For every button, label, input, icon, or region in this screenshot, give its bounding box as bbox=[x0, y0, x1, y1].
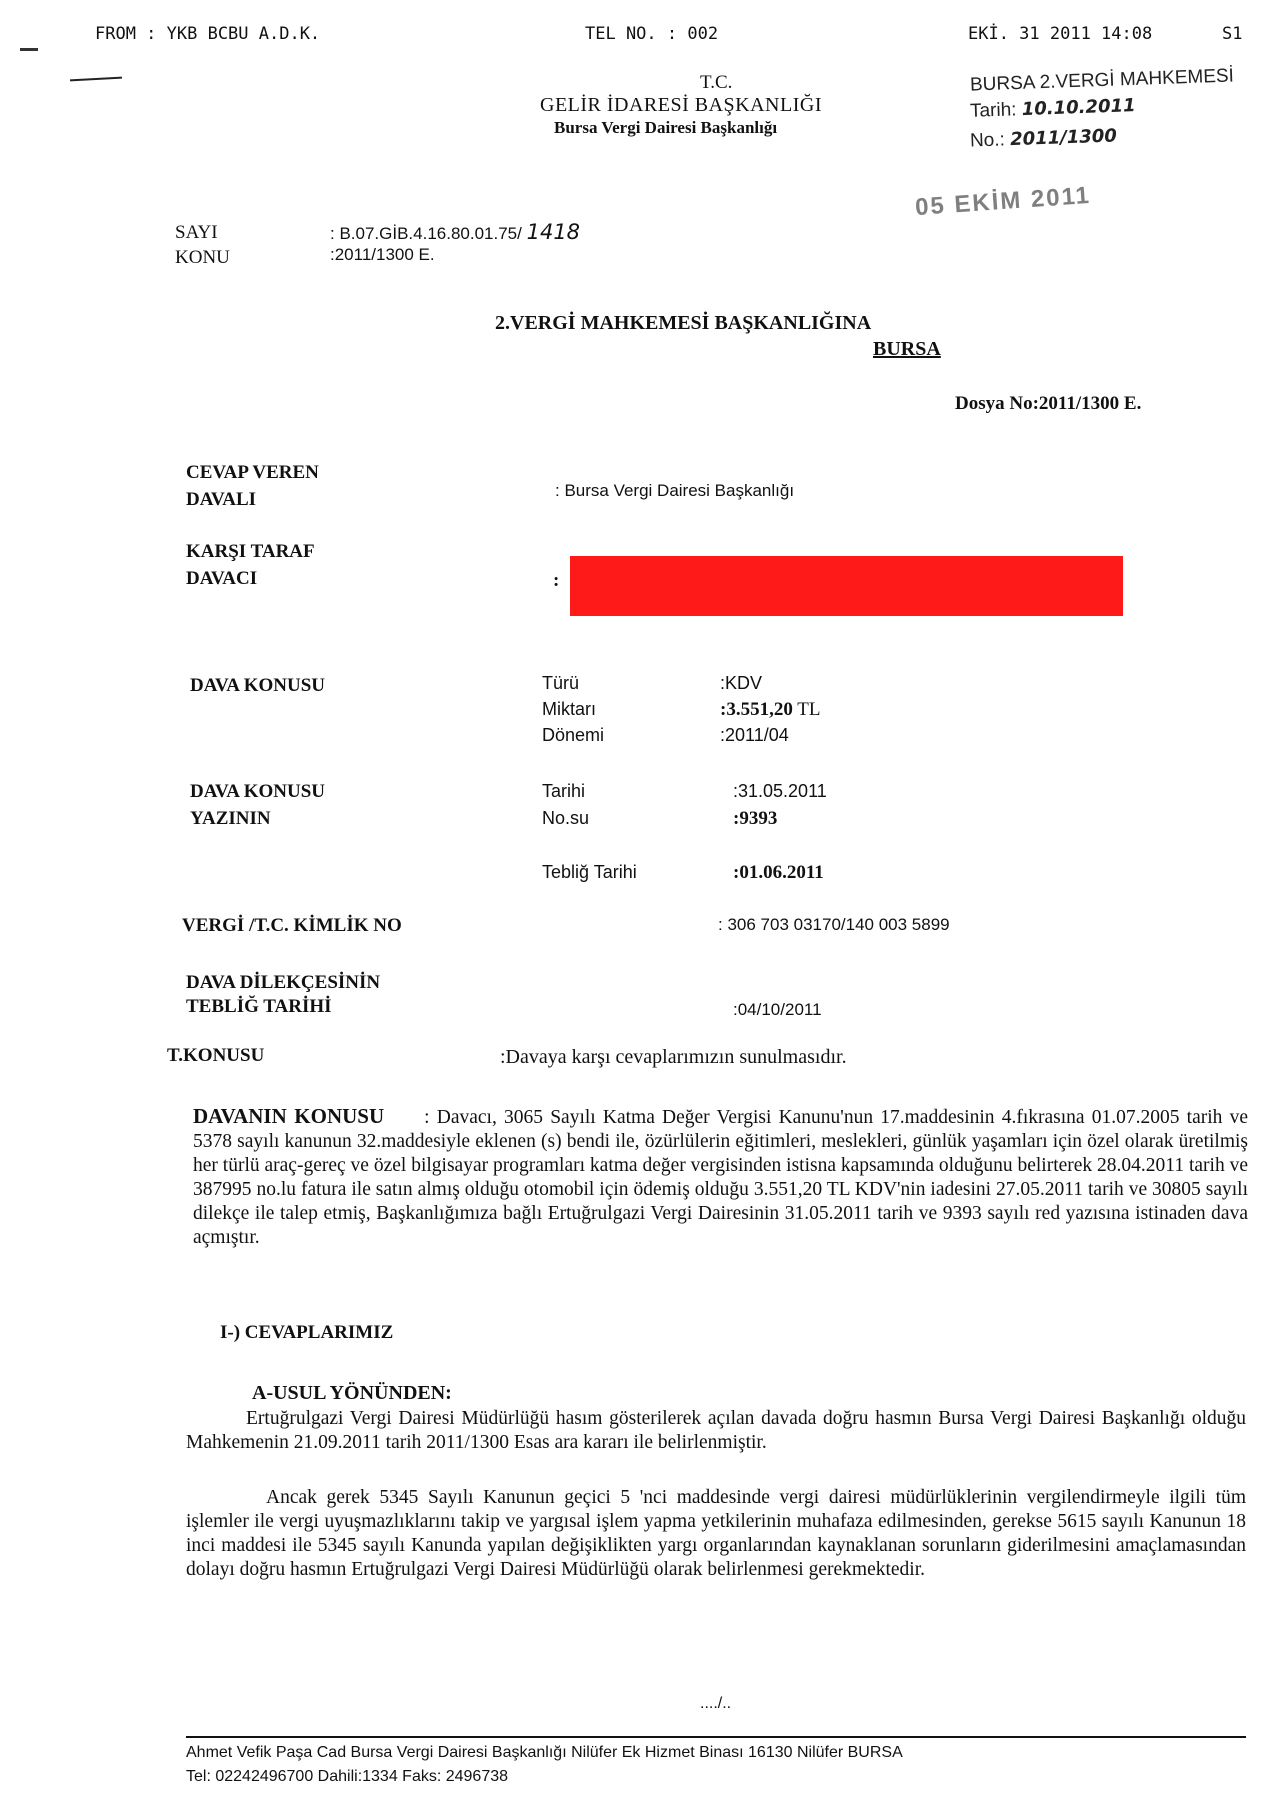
respondent-label-1: CEVAP VEREN bbox=[186, 462, 319, 483]
letter-no-label: No.su bbox=[542, 808, 590, 828]
case-amount-unit: TL bbox=[797, 699, 821, 720]
letter-date-value: :31.05.2011 bbox=[733, 781, 827, 801]
pen-stroke bbox=[70, 77, 122, 82]
topic-label: T.KONUSU bbox=[167, 1045, 265, 1066]
petition-label-2: TEBLİĞ TARİHİ bbox=[186, 996, 332, 1017]
footer-contact: Tel: 02242496700 Dahili:1334 Faks: 2496738 bbox=[186, 1768, 509, 1785]
court-stamp-date bbox=[970, 95, 1136, 123]
case-subject-label: DAVA KONUSU bbox=[190, 675, 325, 696]
sayi-handwritten: 1418 bbox=[526, 220, 581, 244]
letter-label-1: DAVA KONUSU bbox=[190, 781, 325, 802]
topic-value: :Davaya karşı cevaplarımızın sunulmasıdır. bbox=[500, 1046, 847, 1068]
letter-no-value: :9393 bbox=[733, 808, 778, 829]
letter-date-label: Tarihi bbox=[542, 781, 586, 801]
letter-label-2: YAZININ bbox=[190, 808, 271, 829]
received-stamp: 05 EKİM 2011 bbox=[914, 181, 1092, 222]
paragraph-2: Ancak gerek 5345 Sayılı Kanunun geçici 5 'nci maddesinde vergi dairesi müdürlüklerinin vergilendirmeyle ilgili tüm işlemler ile vergi uyuşmazlıklarını takip ve yargısal işlem yapma yetkilerinin muhafaza edilmesinden, gerekse 5615 sayılı Kanunun 18 inci maddesi ile 5345 sayılı Kanunda yapılan değişiklikten yargı organlarından kaynaklanan sorunların giderilmesini amaçlamasından dolayı doğru hasmın Ertuğrulgazi Vergi Dairesi Müdürlüğü olarak belirlenmesi gerekmektedir. bbox=[186, 1487, 1246, 1580]
davanin-konusu-label: DAVANIN KONUSU bbox=[193, 1104, 385, 1128]
plaintiff-label-2: DAVACI bbox=[186, 568, 258, 589]
case-amount bbox=[720, 699, 820, 721]
court-stamp-title: BURSA 2.VERGİ MAHKEMESİ bbox=[969, 65, 1235, 96]
fax-date: EKİ. 31 2011 14:08 bbox=[968, 24, 1153, 44]
sayi-value bbox=[330, 220, 580, 244]
footer-rule bbox=[186, 1736, 1246, 1738]
addressee-line1: 2.VERGİ MAHKEMESİ BAŞKANLIĞINA bbox=[495, 312, 872, 334]
case-amount-label: Miktarı bbox=[542, 699, 596, 719]
petition-label-1: DAVA DİLEKÇESİNİN bbox=[186, 972, 381, 993]
case-type-value: :KDV bbox=[720, 673, 763, 693]
section-usul: A-USUL YÖNÜNDEN: bbox=[252, 1382, 452, 1404]
case-period-value: :2011/04 bbox=[720, 725, 789, 745]
plaintiff-label-1: KARŞI TARAF bbox=[186, 541, 315, 562]
notify-value: :01.06.2011 bbox=[733, 862, 824, 883]
dosya-no: Dosya No:2011/1300 E. bbox=[955, 393, 1142, 414]
fax-from: FROM : YKB BCBU A.D.K. bbox=[95, 24, 321, 44]
tax-id-value: : 306 703 03170/140 003 5899 bbox=[718, 915, 950, 934]
sayi-label: SAYI bbox=[175, 222, 218, 243]
redaction-box bbox=[570, 556, 1123, 616]
stamp-date-value: 10.10.2011 bbox=[1021, 95, 1136, 121]
respondent-label-2: DAVALI bbox=[186, 489, 257, 510]
fax-page: S1 bbox=[1222, 24, 1243, 44]
davanin-konusu-text: : Davacı, 3065 Sayılı Katma Değer Vergisi Kanunu'nun 17.maddesinin 4.fıkrasına 01.07.2005 tarih ve 5378 sayılı kanunun 32.maddesiyle eklenen (s) bendi ile, özürlülerin eğitimleri, meslekleri, günlük yaşamları için özel olarak üretilmiş her türlü araç-gereç ve özel bilgisayar programları katma değer vergisinden istisna kapsamında olduğunu belirterek 28.04.2011 tarih ve 387995 no.lu fatura ile satın almış olduğu otomobil için ödemiş olduğu 3.551,20 TL KDV'nin iadesini 27.05.2011 tarih ve 30805 sayılı dilekçe ile talep etmiş, Başkanlığımıza bağlı Ertuğrulgazi Vergi Dairesinin 31.05.2011 tarih ve 9393 sayılı red yazısına istinaden dava açmıştır. bbox=[193, 1107, 1248, 1248]
paragraph-1: Ertuğrulgazi Vergi Dairesi Müdürlüğü hasım gösterilerek açılan davada doğru hasmın Bursa Vergi Dairesi Başkanlığı olduğu Mahkemenin 21.09.2011 tarih 2011/1300 Esas ara kararı ile belirlenmiştir. bbox=[186, 1408, 1246, 1453]
footer-address: Ahmet Vefik Paşa Cad Bursa Vergi Dairesi Başkanlığı Nilüfer Ek Hizmet Binası 16130 Nilüfer BURSA bbox=[186, 1744, 903, 1761]
davanin-konusu-paragraph bbox=[193, 1104, 1248, 1250]
letterhead-tc: T.C. bbox=[700, 72, 733, 93]
notify-label: Tebliğ Tarihi bbox=[542, 862, 637, 882]
plaintiff-colon: : bbox=[553, 570, 560, 591]
scan-mark bbox=[20, 48, 38, 51]
stamp-no-label: No.: bbox=[969, 129, 1006, 152]
stamp-no-value: 2011/1300 bbox=[1009, 125, 1118, 151]
court-stamp-no bbox=[970, 125, 1118, 152]
addressee-line2: BURSA bbox=[873, 338, 941, 360]
letterhead-org: GELİR İDARESİ BAŞKANLIĞI bbox=[540, 94, 822, 116]
petition-value: :04/10/2011 bbox=[733, 1000, 822, 1019]
konu-label: KONU bbox=[175, 247, 230, 268]
fax-tel: TEL NO. : 002 bbox=[585, 24, 719, 44]
sayi-number: : B.07.GİB.4.16.80.01.75/ bbox=[330, 224, 522, 243]
respondent-value: : Bursa Vergi Dairesi Başkanlığı bbox=[555, 481, 795, 500]
tax-id-label: VERGİ /T.C. KİMLİK NO bbox=[182, 915, 402, 936]
case-period-label: Dönemi bbox=[542, 725, 605, 745]
section-cevaplarimiz: I-) CEVAPLARIMIZ bbox=[220, 1322, 394, 1343]
continues-mark: ..../.. bbox=[700, 1695, 732, 1712]
stamp-date-label: Tarih: bbox=[969, 99, 1017, 122]
letterhead-unit: Bursa Vergi Dairesi Başkanlığı bbox=[554, 118, 778, 137]
case-type-label: Türü bbox=[542, 673, 580, 693]
case-amount-value: :3.551,20 bbox=[720, 699, 793, 720]
konu-value: :2011/1300 E. bbox=[330, 245, 435, 264]
